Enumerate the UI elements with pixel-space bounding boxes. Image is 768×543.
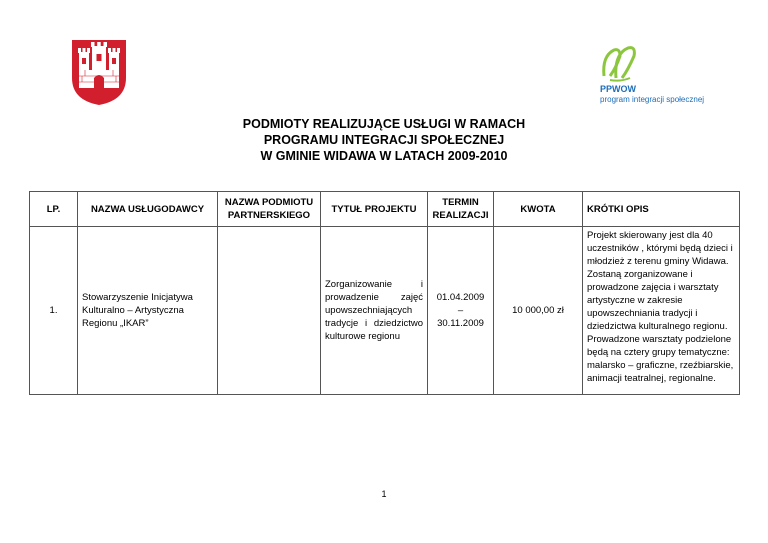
header-term — [428, 192, 494, 227]
title-line-2: PROGRAMU INTEGRACJI SPOŁECZNEJ — [263, 133, 505, 147]
header-lp: LP. — [30, 192, 78, 227]
title-line-3: W GMINIE WIDAWA W LATACH 2009-2010 — [260, 149, 508, 163]
table-row — [30, 227, 740, 395]
term-dash: – — [457, 305, 464, 316]
header-term-line1: TERMIN — [442, 197, 479, 208]
header-partner — [218, 192, 321, 227]
cell-project: Zorganizowanie i prowadzenie zajęć upowszechniających tradycje i dziedzictwo kulturowe regionu — [321, 227, 428, 395]
cell-lp: 1. — [30, 227, 78, 395]
header-amount: KWOTA — [494, 192, 583, 227]
providers-table — [29, 191, 740, 395]
cell-term — [428, 227, 494, 395]
coat-of-arms-icon — [70, 38, 128, 106]
header-term-line2: REALIZACJI — [432, 210, 489, 221]
cell-description: Projekt skierowany jest dla 40 uczestników , którymi będą dzieci i młodzież z terenu gminy Widawa. Zostaną zorganizowane i prowadzone zajęcia i warsztaty artystyczne w zakresie upowszechniania tradycji i dziedzictwa kulturalnego regionu. Prowadzone warsztaty podzielone będą na cztery grupy tematyczne: malarsko – graficzne, rzeźbiarskie, animacji teatralnej, regionalne. — [583, 227, 740, 395]
cell-provider: Stowarzyszenie Inicjatywa Kulturalno – Artystyczna Regionu „IKAR” — [78, 227, 218, 395]
title-line-1: PODMIOTY REALIZUJĄCE USŁUGI W RAMACH — [242, 117, 526, 131]
logo-name: PPWOW — [600, 84, 636, 94]
table-header-row — [30, 192, 740, 227]
page-number: 1 — [381, 489, 387, 499]
document-title — [0, 116, 768, 164]
term-start: 01.04.2009 — [436, 292, 485, 303]
header-description: KRÓTKI OPIS — [583, 192, 740, 227]
header-partner-line1: NAZWA PODMIOTU — [224, 197, 314, 208]
cell-amount: 10 000,00 zł — [494, 227, 583, 395]
cell-partner — [218, 227, 321, 395]
header-provider: NAZWA USŁUGODAWCY — [78, 192, 218, 227]
header-project: TYTUŁ PROJEKTU — [321, 192, 428, 227]
header-partner-line2: PARTNERSKIEGO — [227, 210, 311, 221]
term-end: 30.11.2009 — [437, 318, 484, 329]
logo-subtitle: program integracji społecznej — [600, 95, 705, 104]
